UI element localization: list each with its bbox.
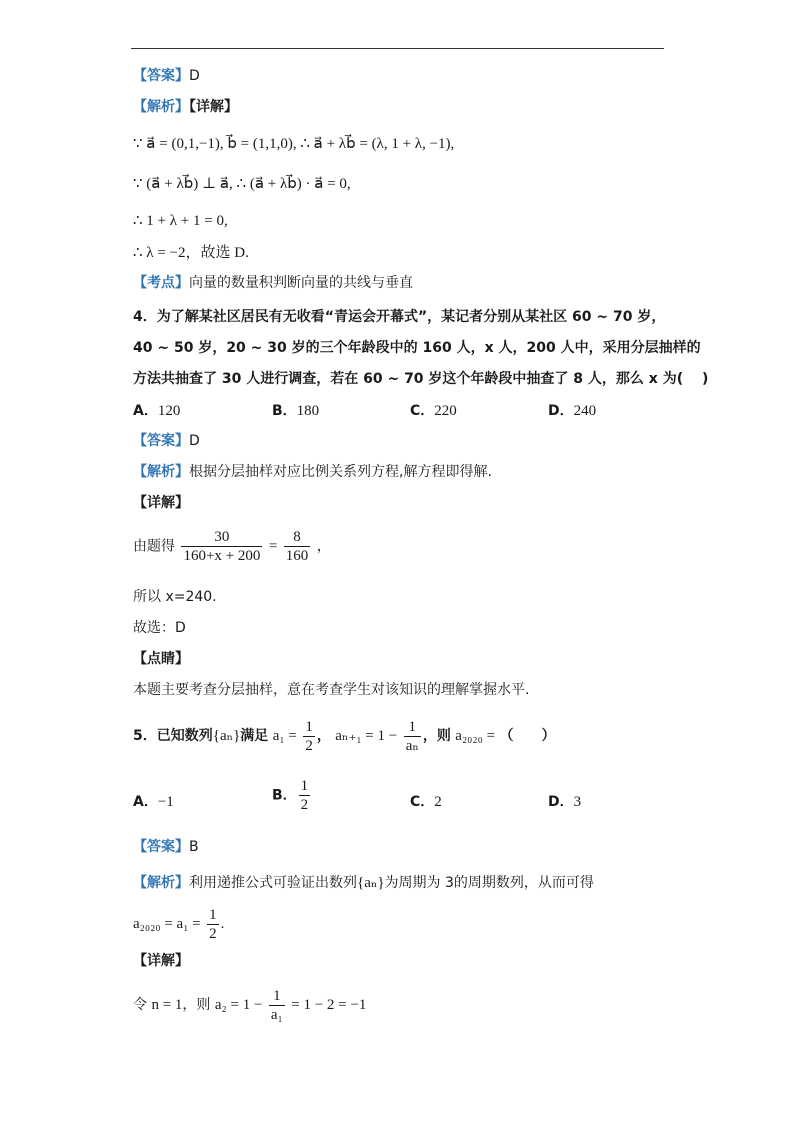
answer-tag: 【答案】 (133, 68, 189, 84)
q5-analysis-line (133, 873, 594, 893)
fraction (299, 777, 311, 814)
math-term: a₂₀₂₀ = a₁ = (133, 916, 201, 932)
q5-option-a (133, 791, 174, 811)
option-letter: A． (133, 794, 158, 810)
point-text: 向量的数量积判断向量的共线与垂直 (189, 275, 413, 291)
step-text: 令 (133, 997, 147, 1013)
analysis-text: 利用递推公式可验证出数列 (189, 875, 357, 891)
option-value: −1 (157, 794, 174, 810)
math-term: a₁ = (272, 728, 297, 744)
fraction (284, 528, 311, 565)
option-value: 120 (157, 403, 181, 419)
analysis-tag: 【解析】 (133, 464, 189, 480)
equation-prefix: 由题得 (133, 538, 175, 555)
math-term: a₂ = 1 − (214, 997, 263, 1013)
q4-stem-line-1: 4．为了解某社区居民有无收看“青运会开幕式”，某记者分别从某社区 60 ~ 70 岁， (133, 309, 666, 325)
fraction-denominator: 160 (285, 548, 309, 564)
fraction-denominator: 160+x + 200 (183, 548, 261, 564)
q5-option-c (410, 791, 442, 811)
q5-option-d (548, 791, 581, 811)
answer-value: D (189, 433, 200, 449)
step-text: ，则 (182, 997, 211, 1013)
analysis-tag: 【解析】 (133, 99, 189, 115)
q4-analysis-line (133, 462, 492, 482)
fraction-numerator: 1 (404, 718, 421, 737)
fraction-numerator: 8 (284, 528, 311, 547)
q5-stem (133, 716, 556, 756)
q4-comment: 本题主要考查分层抽样，意在考查学生对该知识的理解掌握水平. (133, 682, 530, 698)
option-letter: D． (548, 403, 574, 419)
q3-step-3: ∴ 1 + λ + 1 = 0, (133, 213, 228, 229)
q4-option-c (410, 400, 457, 420)
q5-option-b (272, 777, 312, 814)
analysis-tag: 【解析】 (133, 875, 189, 891)
q3-analysis-line (133, 97, 238, 117)
math-term: a₂₀₂₀ = (455, 728, 496, 744)
math-term: aₙ₊₁ = 1 − (335, 728, 398, 744)
q4-option-a (133, 400, 180, 420)
q4-answer-line (133, 431, 200, 451)
fraction (181, 528, 262, 565)
q5-step (133, 985, 366, 1025)
fraction (207, 906, 219, 943)
header-rule (131, 48, 664, 49)
q5-detail-tag: 【详解】 (133, 953, 189, 969)
analysis-text: 根据分层抽样对应比例关系列方程,解方程即得解. (189, 464, 492, 480)
q4-stem-line-2: 40 ~ 50 岁，20 ~ 30 岁的三个年龄段中的 160 人，x 人，200 人中，采用分层抽样的 (133, 340, 701, 356)
math-term: = 1 − 2 = −1 (291, 997, 367, 1013)
option-letter: C． (410, 794, 435, 810)
option-value: 2 (434, 794, 442, 810)
sequence-symbol: {aₙ} (357, 875, 385, 891)
analysis-text: 为周期为 3的周期数列，从而可得 (384, 875, 594, 891)
stem-text: ，则 (422, 728, 451, 744)
sequence-symbol: {aₙ} (212, 728, 241, 744)
answer-tag: 【答案】 (133, 839, 189, 855)
option-value: 3 (573, 794, 582, 810)
point-tag: 【考点】 (133, 275, 189, 291)
q4-equation (133, 528, 331, 565)
fraction-denominator: aₙ (405, 737, 419, 754)
q3-step-4: ∴ λ = −2，故选 D. (133, 245, 249, 261)
q4-choice: 故选：D (133, 620, 186, 636)
option-letter: D． (548, 794, 574, 810)
fraction-numerator: 1 (300, 778, 309, 794)
fraction-numerator: 1 (209, 906, 217, 923)
q4-comment-tag: 【点睛】 (133, 651, 189, 667)
q3-step-2: ∵ (a⃗ + λb⃗) ⊥ a⃗, ∴ (a⃗ + λb⃗) · a⃗ = 0, (133, 176, 351, 192)
math-term: . (220, 916, 225, 932)
equals-sign: = (268, 538, 278, 555)
fraction (303, 718, 315, 755)
option-value: 180 (296, 403, 320, 419)
fraction-denominator: a₁ (270, 1006, 283, 1023)
detail-tag: 【详解】 (189, 99, 238, 115)
fraction (404, 718, 421, 755)
fraction (269, 987, 285, 1024)
q5-answer-line (133, 837, 199, 857)
stem-text: 满足 (240, 728, 269, 744)
option-letter: C． (410, 403, 435, 419)
option-letter: B． (272, 403, 297, 419)
option-value: 240 (573, 403, 597, 419)
fraction-denominator: 2 (300, 797, 309, 813)
answer-paren: （ ） (499, 728, 556, 744)
fraction-numerator: 30 (181, 528, 262, 547)
equation-suffix: ， (316, 538, 331, 555)
fraction-denominator: 2 (209, 925, 217, 942)
stem-text: ， (316, 728, 331, 744)
q4-detail-tag: 【详解】 (133, 495, 189, 511)
option-letter: B． (272, 787, 297, 804)
q5-result (133, 904, 224, 944)
q4-option-b (272, 400, 319, 420)
q3-step-1: ∵ a⃗ = (0,1,−1), b⃗ = (1,1,0), ∴ a⃗ + λb⃗ = (λ, 1 + λ, −1), (133, 136, 455, 152)
fraction-denominator: 2 (305, 737, 313, 754)
q3-point-line (133, 273, 413, 293)
q4-result: 所以 x=240. (133, 589, 217, 605)
fraction-numerator: 1 (305, 718, 313, 735)
q4-option-d (548, 400, 596, 420)
answer-value: D (189, 68, 200, 84)
answer-value: B (189, 839, 199, 855)
answer-tag: 【答案】 (133, 433, 189, 449)
q3-answer-line (133, 66, 200, 86)
stem-text: 5．已知数列 (133, 728, 213, 744)
option-value: 220 (434, 403, 457, 419)
math-term: n = 1 (151, 997, 183, 1013)
q4-stem-line-3: 方法共抽查了 30 人进行调查，若在 60 ~ 70 岁这个年龄段中抽查了 8 人，那么 x 为( ) (133, 371, 709, 387)
fraction-numerator: 1 (269, 987, 285, 1006)
option-letter: A． (133, 403, 158, 419)
